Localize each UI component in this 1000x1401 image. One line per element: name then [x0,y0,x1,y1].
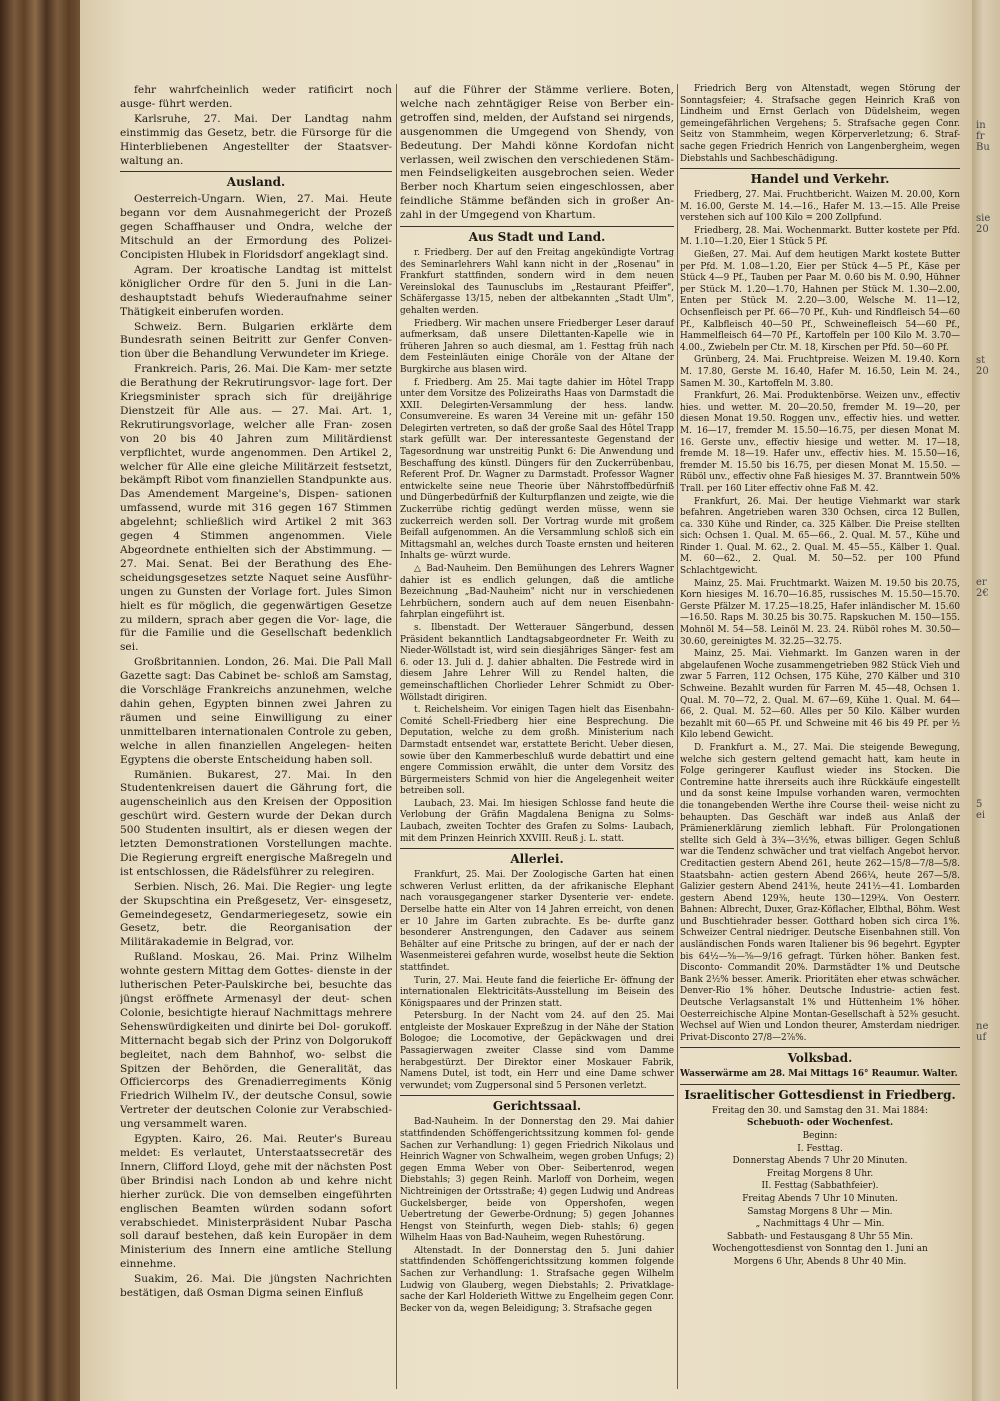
news-item: Petersburg. In der Nacht vom 24. auf den 25. Mai entgleiste der Moskauer Expreßzug in der Nähe der Station Bologoe; die Locomotive, der Gepäckwagen und drei Passagierwagen zweiter Classe sind vom Damme herabgestürzt. Der Direktor einer Moskauer Fabrik, Namens Dutel, ist todt, ein Herr und eine Dame schwer verwundet; vom Zugpersonal sind 5 Personen verletzt. [400,1011,674,1091]
article-paragraph: fehr wahrfcheinlich weder ratificirt noch ausge- führt werden. [120,84,392,110]
section-heading-gottesdienst: Israelitischer Gottesdienst in Friedberg. [684,1087,956,1102]
section-divider [680,1047,960,1048]
news-item: Laubach, 23. Mai. Im hiesigen Schlosse fand heute die Verlobung der Gräfin Magdalena Benigna zu Solms-Laubach, zweiten Tochter des Grafen zu Solms- Laubach, mit dem Prinzen Heinrich XXVIII. Reuß j. L. statt. [400,798,674,844]
edge-fragment: 5 [976,799,983,810]
article-paragraph: Agram. Der kroatische Landtag ist mittelst königlicher Ordre für den 5. Juni in die Lan- deshauptstadt behufs Wiederaufnahme seiner Thätigkeit einberufen worden. [120,263,392,318]
market-report: Friedberg, 28. Mai. Wochenmarkt. Butter kostete per Pfd. M. 1.10—1.20, Eier 1 Stück 5 Pf. [680,225,960,248]
news-item: t. Reichelsheim. Vor einigen Tagen hielt das Eisenbahn-Comité Schell-Friedberg hier eine Besprechung. Die Deputation, welche zu dem großh. Ministerium nach Darmstadt entsendet war, erstattete Bericht. Ueber diesen, sowie über den Kammerbeschluß wurde debattirt und eine engere Commission erwählt, die unter dem Vorsitz des Bürgermeisters Schmid von hier die Angelegenheit weiter betreiben soll. [400,705,674,797]
section-heading-stadt-land: Aus Stadt und Land. [468,230,606,245]
section-divider [400,226,674,227]
article-paragraph: Egypten. Kairo, 26. Mai. Reuter's Bureau meldet: Es verlautet, Unterstaatssecretär des Innern, Clifford Lloyd, gehe mit der nächsten Post über Brindisi nach London ab und kehre nicht hierher zurück. Die von demselben eingeführten englischen Beamten würden sodann sofort verabschiedet. Ministerpräsident Nubar Pascha soll darauf bestehen, daß kein Europäer in dem Ministerium des Innern eine amtliche Stellung einnehme. [120,1133,392,1271]
service-line: Donnerstag Abends 7 Uhr 20 Minuten. [732,1156,908,1167]
edge-fragment: er [976,577,987,588]
market-report: Grünberg, 24. Mai. Fruchtpreise. Weizen M. 19.40. Korn M. 17.80, Gerste M. 16.40, Hafer M. 16.50, Lein M. 24., Samen M. 30., Kartoffeln M. 3.80. [680,355,960,389]
article-paragraph: auf die Führer der Stämme verliere. Boten, welche nach zehntägiger Reise von Berber ein- getroffen sind, melden, der Aufstand sei nirgends, ausgenommen die Umgegend von Shendy, von Bedeutung. Der Mahdi könne Kordofan nicht verlassen, weil zwischen den verschiedenen Stäm- men Feindseligkeiten ausgebrochen seien. Weder Berber noch Khartum seien eingeschlossen, aber feindliche Stämme befänden sich in großer An- zahl in der Umgegend von Khartum. [400,84,674,222]
news-item: Friedberg. Wir machen unsere Friedberger Leser darauf aufmerksam, daß unsere Dilettanten-Kapelle wie in früheren Jahren so auch diesmal, am 1. Festtag früh nach dem Festeinläuten einige Choräle von der Altane der Burgkirche aus blasen wird. [400,318,674,375]
news-item: Bad-Nauheim. In der Donnerstag den 29. Mai dahier stattfindenden Schöffengerichtssitzung kommen fol- gende Sachen zur Verhandlung: 1) gegen Friedrich Nikolaus und Heinrich Wagner von Schwalheim, wegen groben Unfugs; 2) gegen Emma Weber von Ober- Seibertenrod, wegen Diebstahls; 3) gegen Reinh. Marloff von Dorheim, wegen Nichtreinigen der Ortsstraße; 4) gegen Ludwig und Andreas Guckelsberger, beide von Oppershofen, wegen Uebertretung der Gewerbe-Ordnung; 5) gegen Johannes Hengst von Steinfurth, wegen Dieb- stahls; 6) gegen Wilhelm Haas von Bad-Nauheim, wegen Ruhestörung. [400,1117,674,1244]
edge-fragment: fr [976,131,985,142]
volksbad-notice: Wasserwärme am 28. Mai Mittags 16° Reaumur. Walter. [680,1069,958,1080]
next-page-edge [972,0,1000,1401]
section-divider [680,1084,960,1085]
service-line: Sabbath- und Festausgang 8 Uhr 55 Min. [726,1231,914,1242]
section-divider [120,171,392,172]
edge-fragment: 2€ [976,588,989,599]
section-heading-ausland: Ausland. [226,175,286,190]
article-paragraph: Rußland. Moskau, 26. Mai. Prinz Wilhelm wohnte gestern Mittag dem Gottes- dienste in der lutherischen Peter-Paulskirche bei, besuchte das jüngst eröffnete Armenasyl der deut- schen Colonie, besichtigte hierauf Nachmittags mehrere Sehenswürdigkeiten und dinirte bei Dol- gorukoff. Mitternacht begab sich der Prinz von Dolgorukoff begleitet, nach dem Bahnhof, wo- selbst die Spitzen der Behörden, die Generalität, das Officiercorps des Grenadierregiments König Friedrich Wilhelm IV., der deutsche Consul, sowie Vertreter der deutschen Colonie zur Verabschied- ung versammelt waren. [120,951,392,1131]
section-heading-handel: Handel und Verkehr. [750,172,890,187]
edge-fragment: uf [976,1032,987,1043]
edge-fragment: ne [976,1021,989,1032]
service-line: „ Nachmittags 4 Uhr — Min. [755,1219,885,1230]
news-item: Frankfurt, 25. Mai. Der Zoologische Garten hat einen schweren Verlust erlitten, da der afrikanische Elephant nach vorausgegangener starker Dysenterie ver- endete. Derselbe hatte ein Alter von 14 Jahren erreicht, von denen er 10 Jahre im Garten zubrachte. Es be- durfte ganz besonderer Anstrengungen, den Cadaver aus seinem Behälter auf eine Pritsche zu bringen, auf der er nach der Wasenmeisterei gefahren wurde, woselbst heute die Sektion stattfindet. [400,870,674,973]
book-binding [0,0,80,1401]
market-report: Mainz, 25. Mai. Fruchtmarkt. Waizen M. 19.50 bis 20.75, Korn hiesiges M. 16.70—16.85, russisches M. 15.50—15.70. Gerste Pfälzer M. 17.25—18.25, Hafer inländischer M. 15.60—16.50. Raps M. 30.25 bis 30.75. Rapskuchen M. 150—155. Mohnöl M. 54—58. Leinöl M. 23. 24. Rüböl rohes M. 30.50—30.60, gereinigtes M. 32.25—32.75. [680,578,960,647]
service-line: Wochengottesdienst von Sonntag den 1. Juni an [712,1244,928,1255]
section-divider [400,848,674,849]
edge-fragment: in [976,120,986,131]
news-item: f. Friedberg. Am 25. Mai tagte dahier im Hôtel Trapp unter dem Vorsitze des Polizeiraths Haas von Darmstadt die XXII. Delegirten-Versammlung der hess. landw. Consumvereine. Es waren 34 Vereine mit un- gefähr 150 Delegirten vertreten, so daß der große Saal des Hôtel Trapp stark gefüllt war. Der interessanteste Gegenstand der Tagesordnung war unstreitig Punkt 6: Die Anwendung und Beschaffung des künstl. Düngers für den Zuckerrübenbau, Referent Prof. Dr. Wagner zu Darmstadt. Professor Wagner entwickelte seine neue Theorie über Nährstoffbedürfniß und Düngerbedürfniß der Kulturpflanzen und zeigte, wie die Zuckerrübe richtig gedüngt werden müsse, wenn sie zuckerreich werden soll. Der Vortrag wurde mit großem Beifall aufgenommen. An die Versammlung schloß sich ein Mittagsmahl an, welches durch Toaste ernsten und heiteren Inhalts ge- würzt wurde. [400,377,674,562]
service-line: Freitag Abends 7 Uhr 10 Minuten. [742,1193,898,1204]
service-line: Morgens 6 Uhr, Abends 8 Uhr 40 Min. [733,1256,907,1267]
market-report: Frankfurt, 26. Mai. Der heutige Viehmarkt war stark befahren. Angetrieben waren 330 Ochsen, circa 12 Bullen, ca. 330 Kühe und Rinder, ca. 325 Kälber. Die Preise stellten sich: Ochsen 1. Qual. M. 65—66., 2. Qual. M. 57., Kühe und Rinder 1. Qual. M. 62., 2. Qual. M. 45—55., Kälber 1. Qual. M. 60—62., 2. Qual. M. 50—52. per 100 Pfund Schlachtgewicht. [680,496,960,577]
edge-fragment: 20 [976,224,989,235]
edge-fragment: Bu [976,142,990,153]
section-heading-allerlei: Allerlei. [510,852,564,867]
service-date: Freitag den 30. und Samstag den 31. Mai 1884: [712,1105,928,1116]
column-3 [680,84,960,1387]
column-rule [396,84,397,1389]
service-line: Freitag Morgens 8 Uhr. [766,1168,874,1179]
news-item: s. Ilbenstadt. Der Wetterauer Sängerbund, dessen Präsident bekanntlich Landtagsabgeordneter Fr. Weith zu Nieder-Wöllstadt ist, wird sein diesjähriges Sänger- fest am 6. oder 13. Juli d. J. dahier abhalten. Die Festrede wird in diesem Jahre Lehrer Will zu Rendel halten, die gemeinschaftlichen Chorlieder Lehrer Schmidt zu Ober-Wöllstadt dirigiren. [400,622,674,703]
article-paragraph: Rumänien. Bukarest, 27. Mai. In den Studentenkreisen dauert die Gährung fort, die augenscheinlich aus den Kreisen der Opposition geschürt wird. Gestern wurde der Dekan durch 500 Studenten insultirt, als er diesen wegen der letzten Demonstrationen Vorstellungen machte. Die Regierung ergreift energische Maßregeln und ist entschlossen, die Rädelsführer zu relegiren. [120,768,392,878]
section-heading-gerichtssaal: Gerichtssaal. [492,1099,582,1114]
news-item: r. Friedberg. Der auf den Freitag angekündigte Vortrag des Seminarlehrers Wahl kann nicht in der „Rosenau" in Frankfurt stattfinden, sondern wird in dem neuen Vereinslokal des Taunusclubs im „Restaurant Pfeiffer", Schäfergasse 13/15, neben der altbekannten „Stadt Ulm", gehalten werden. [400,247,674,316]
market-report: Friedberg, 27. Mai. Fruchtbericht. Waizen M. 20.00, Korn M. 16.00, Gerste M. 14.—16., Hafer M. 13.—15. Alle Preise verstehen sich auf 100 Kilo = 200 Zollpfund. [680,190,960,224]
service-line: I. Festtag. [797,1143,843,1154]
edge-fragment: ei [976,810,986,821]
news-item: Friedrich Berg von Altenstadt, wegen Störung der Sonntagsfeier; 4. Strafsache gegen Heinrich Kraß von Lindheim und Ernst Gerlach von Düdelsheim, wegen gemeingefährlichen Vergehens; 5. Strafsache gegen Conr. Seitz von Stammheim, wegen Körperverletzung; 6. Straf- sache gegen Friedrich Henrich von Langenbergheim, wegen Diebstahls und Sachbeschädigung. [680,84,960,164]
news-item: Altenstadt. In der Donnerstag den 5. Juni dahier stattfindenden Schöffengerichtssitzung kommen folgende Sachen zur Verhandlung: 1. Strafsache gegen Wilhelm Ludwig von Glauberg, wegen Diebstahls; 2. Privatklage- sache der Karl Holderieth Wittwe zu Engelheim gegen Conr. Becker von da, wegen Beleidigung; 3. Strafsache gegen [400,1245,674,1314]
market-report: Frankfurt, 26. Mai. Produktenbörse. Weizen unv., effectiv hies. und wetter. M. 20—20.50, fremder M. 19—20, per diesen Monat 19.50. Roggen unv., effectiv hies. und wetter. M. 16—17, fremder M. 15.50—16.75, per diesen Monat M. 16. Gerste unv., effectiv hiesige und wetter. M. 17—18, fremde M. 18—19. Hafer unv., effectiv hies. M. 15.50—16, fremder M. 15.50 bis 16.75, per diesen Monat M. 15.50. — Rüböl unv., effectiv ohne Faß hiesiges M. 37. Branntwein 50% Trall. per 160 Liter effectiv ohne Faß M. 42. [680,391,960,494]
edge-fragment: st [976,355,986,366]
service-title: Schebuoth- oder Wochenfest. [746,1118,894,1129]
news-item: △ Bad-Nauheim. Den Bemühungen des Lehrers Wagner dahier ist es endlich gelungen, daß die amtliche Bezeichnung „Bad-Nauheim" nicht nur in verschiedenen Lehrbüchern, sondern auch auf dem neuen Eisenbahn- fahrplan eingeführt ist. [400,564,674,621]
section-heading-volksbad: Volksbad. [787,1051,853,1066]
service-beginn-label: Beginn: [802,1131,838,1141]
market-report: D. Frankfurt a. M., 27. Mai. Die steigende Bewegung, welche sich gestern geltend gemacht hatt, kam heute in Folge geringerer Kauflust wieder ins Stocken. Die Contremine hatte ihrerseits auch ihre Rückkäufe eingestellt und da sonst keine Impulse vorhanden waren, vermochten die tonangebenden Werthe ihre Course theil- weise nicht zu behaupten. Das Geschäft war indeß aus Anlaß der Prämienerklärung ziemlich lebhaft. Für Prolongationen stellte sich Geld à 3¾—3½%, etwas billiger. Gegen Schluß war die Tendenz schwächer und trat vielfach Angebot hervor. Creditactien gestern Abend 261, heute 262—15/8—7/8—5/8. Staatsbahn- actien gestern Abend 266¼, heute 267—5/8. Galizier gestern Abend 241⅜, heute 241½—41. Lombarden gestern Abend 129⅜, heute 130—129¾. Von Oesterr. Bahnen: Albrecht, Duxer, Graz-Köflacher, Elbthal, Böhm. West und Buschtiehrader besser. Gotthard hoben sich circa 1%. Schweizer Central niedriger. Deutsche Eisenbahnen still. Von ausländischen Fonds waren Italiener bis 96 begehrt. Egypter bis 64½—⅝—⅝—9/16 gefragt. Türken höher. Banken fest. Disconto- Commandit 20%. Darmstädter 1% und Deutsche Bank 2½% besser. Amerik. Prioritäten eher etwas schwächer. Denver-Rio 1% höher. Deutsche Industrie- actien fest. Deutsche Verlagsanstalt 1% und Hüttenheim 1% höher. Oesterreichische Alpine Montan-Gesellschaft à 52⅜ gesucht. Wechsel auf Wien und London theurer, Amsterdam niedriger. Privat-Disconto 27/8—2⅞%. [680,742,960,1043]
article-paragraph: Karlsruhe, 27. Mai. Der Landtag nahm einstimmig das Gesetz, betr. die Fürsorge für die Hinterbliebenen Angestellter der Staatsver- waltung an. [120,112,392,167]
service-line: Samstag Morgens 8 Uhr — Min. [747,1206,893,1217]
service-line: II. Festtag (Sabbathfeier). [761,1181,879,1192]
column-rule [677,84,678,1389]
news-item: Turin, 27. Mai. Heute fand die feierliche Er- öffnung der internationalen Elektricitäts-Ausstellung im Beisein des Königspaares und der Prinzen statt. [400,975,674,1009]
article-paragraph: Großbritannien. London, 26. Mai. Die Pall Mall Gazette sagt: Das Cabinet be- schloß am Samstag, die Vorschläge Frankreichs anzunehmen, welche dahin gehen, Egypten binnen zwei Jahren zu räumen und seine Einwilligung zu einer unmittelbaren internationalen Controle zu geben, welche in allen finanziellen Angelegen- heiten Egyptens die oberste Entscheidung haben soll. [120,656,392,766]
column-1 [120,84,392,1387]
market-report: Mainz, 25. Mai. Viehmarkt. Im Ganzen waren in der abgelaufenen Woche zusammengetrieben 982 Stück Vieh und zwar 5 Farren, 112 Ochsen, 175 Kühe, 270 Kälber und 310 Schweine. Bezahlt wurden für Farren M. 45—48, Ochsen 1. Qual. M. 70—72, 2. Qual. M. 67—69, Kühe 1. Qual. M. 64—66, 2. Qual. M. 52—60. Alles per 50 Kilo. Kälber wurden bezahlt mit 60—65 Pf. und Schweine mit 46 bis 49 Pf. per ½ Kilo lebend Gewicht. [680,649,960,741]
article-paragraph: Frankreich. Paris, 26. Mai. Die Kam- mer setzte die Berathung der Rekrutirungsvor- lage fort. Der Kriegsminister sprach sich für dreijährige Dienstzeit für Alle aus. — 27. Mai. Art. 1, Rekrutirungsvorlage, welcher alle Fran- zosen von 20 bis 40 Jahren zum Militärdienst verpflichtet, wurde angenommen. Den Artikel 2, welcher für Alle eine gleiche Militärzeit festsetzt, bekämpft Ribot vom finanziellen Standpunkte aus. Das Amendement Margeine's, Dispen- sationen umfassend, wurde mit 316 gegen 167 Stimmen abgelehnt; schließlich wird Artikel 2 mit 363 gegen 4 Stimmen angenommen. Viele Abgeordnete enthielten sich der Abstimmung. — 27. Mai. Senat. Bei der Berathung des Ehe- scheidungsgesetzes setzte Naquet seine Ausführ- ungen zu Gunsten der Vorlage fort. Jules Simon hielt es für möglich, die gegenwärtigen Gesetze zu mildern, sprach aber gegen die Vor- lage, die für die Familie und die Gesellschaft bedenklich sei. [120,363,392,654]
article-paragraph: Schweiz. Bern. Bulgarien erklärte dem Bundesrath seinen Beitritt zur Genfer Conven- tion über die Behandlung Verwundeter im Kriege. [120,320,392,361]
article-paragraph: Serbien. Nisch, 26. Mai. Die Regier- ung legte der Skupschtina ein Preßgesetz, Ver- einsgesetz, Gemeindegesetz, Gendarmeriegesetz, sowie ein Gesetz, betr. die Reorganisation der Militärakademie in Belgrad, vor. [120,880,392,949]
article-paragraph: Oesterreich-Ungarn. Wien, 27. Mai. Heute begann vor dem Ausnahmegericht der Prozeß gegen Schaffhauser und Ondra, welche der Mitschuld an der Ermordung des Polizei- Concipisten Hlubek in Floridsdorf angeklagt sind. [120,193,392,261]
edge-fragment: 20 [976,366,989,377]
edge-fragment: sie [976,213,991,224]
market-report: Gießen, 27. Mai. Auf dem heutigen Markt kostete Butter per Pfd. M. 1.08—1.20, Eier per Stück 4—5 Pf., Käse per Stück 4—9 Pf., Tauben per Paar M. 0.60 bis M. 0.90, Hühner per Stück M. 1.20—1.70, Hahnen per Stück M. 1.30—2.00, Enten per Stück M. 2.20—3.00, Welsche M. 11—12, Ochsenfleisch per Pf. 66—70 Pf., Kuh- und Rindfleisch 54—60 Pf., Kalbfleisch 40—50 Pf., Schweinefleisch 54—60 Pf., Hammelfleisch 64—70 Pf., Kartoffeln per 100 Kilo M. 3.70—4.00., Zwiebeln per Ctr. M. 18, Kirschen per Pfd. 50—60 Pf. [680,250,960,353]
column-2 [400,84,674,1387]
section-divider [680,168,960,169]
article-paragraph: Suakim, 26. Mai. Die jüngsten Nachrichten bestätigen, daß Osman Digma seinen Einfluß [120,1273,392,1300]
section-divider [400,1095,674,1096]
